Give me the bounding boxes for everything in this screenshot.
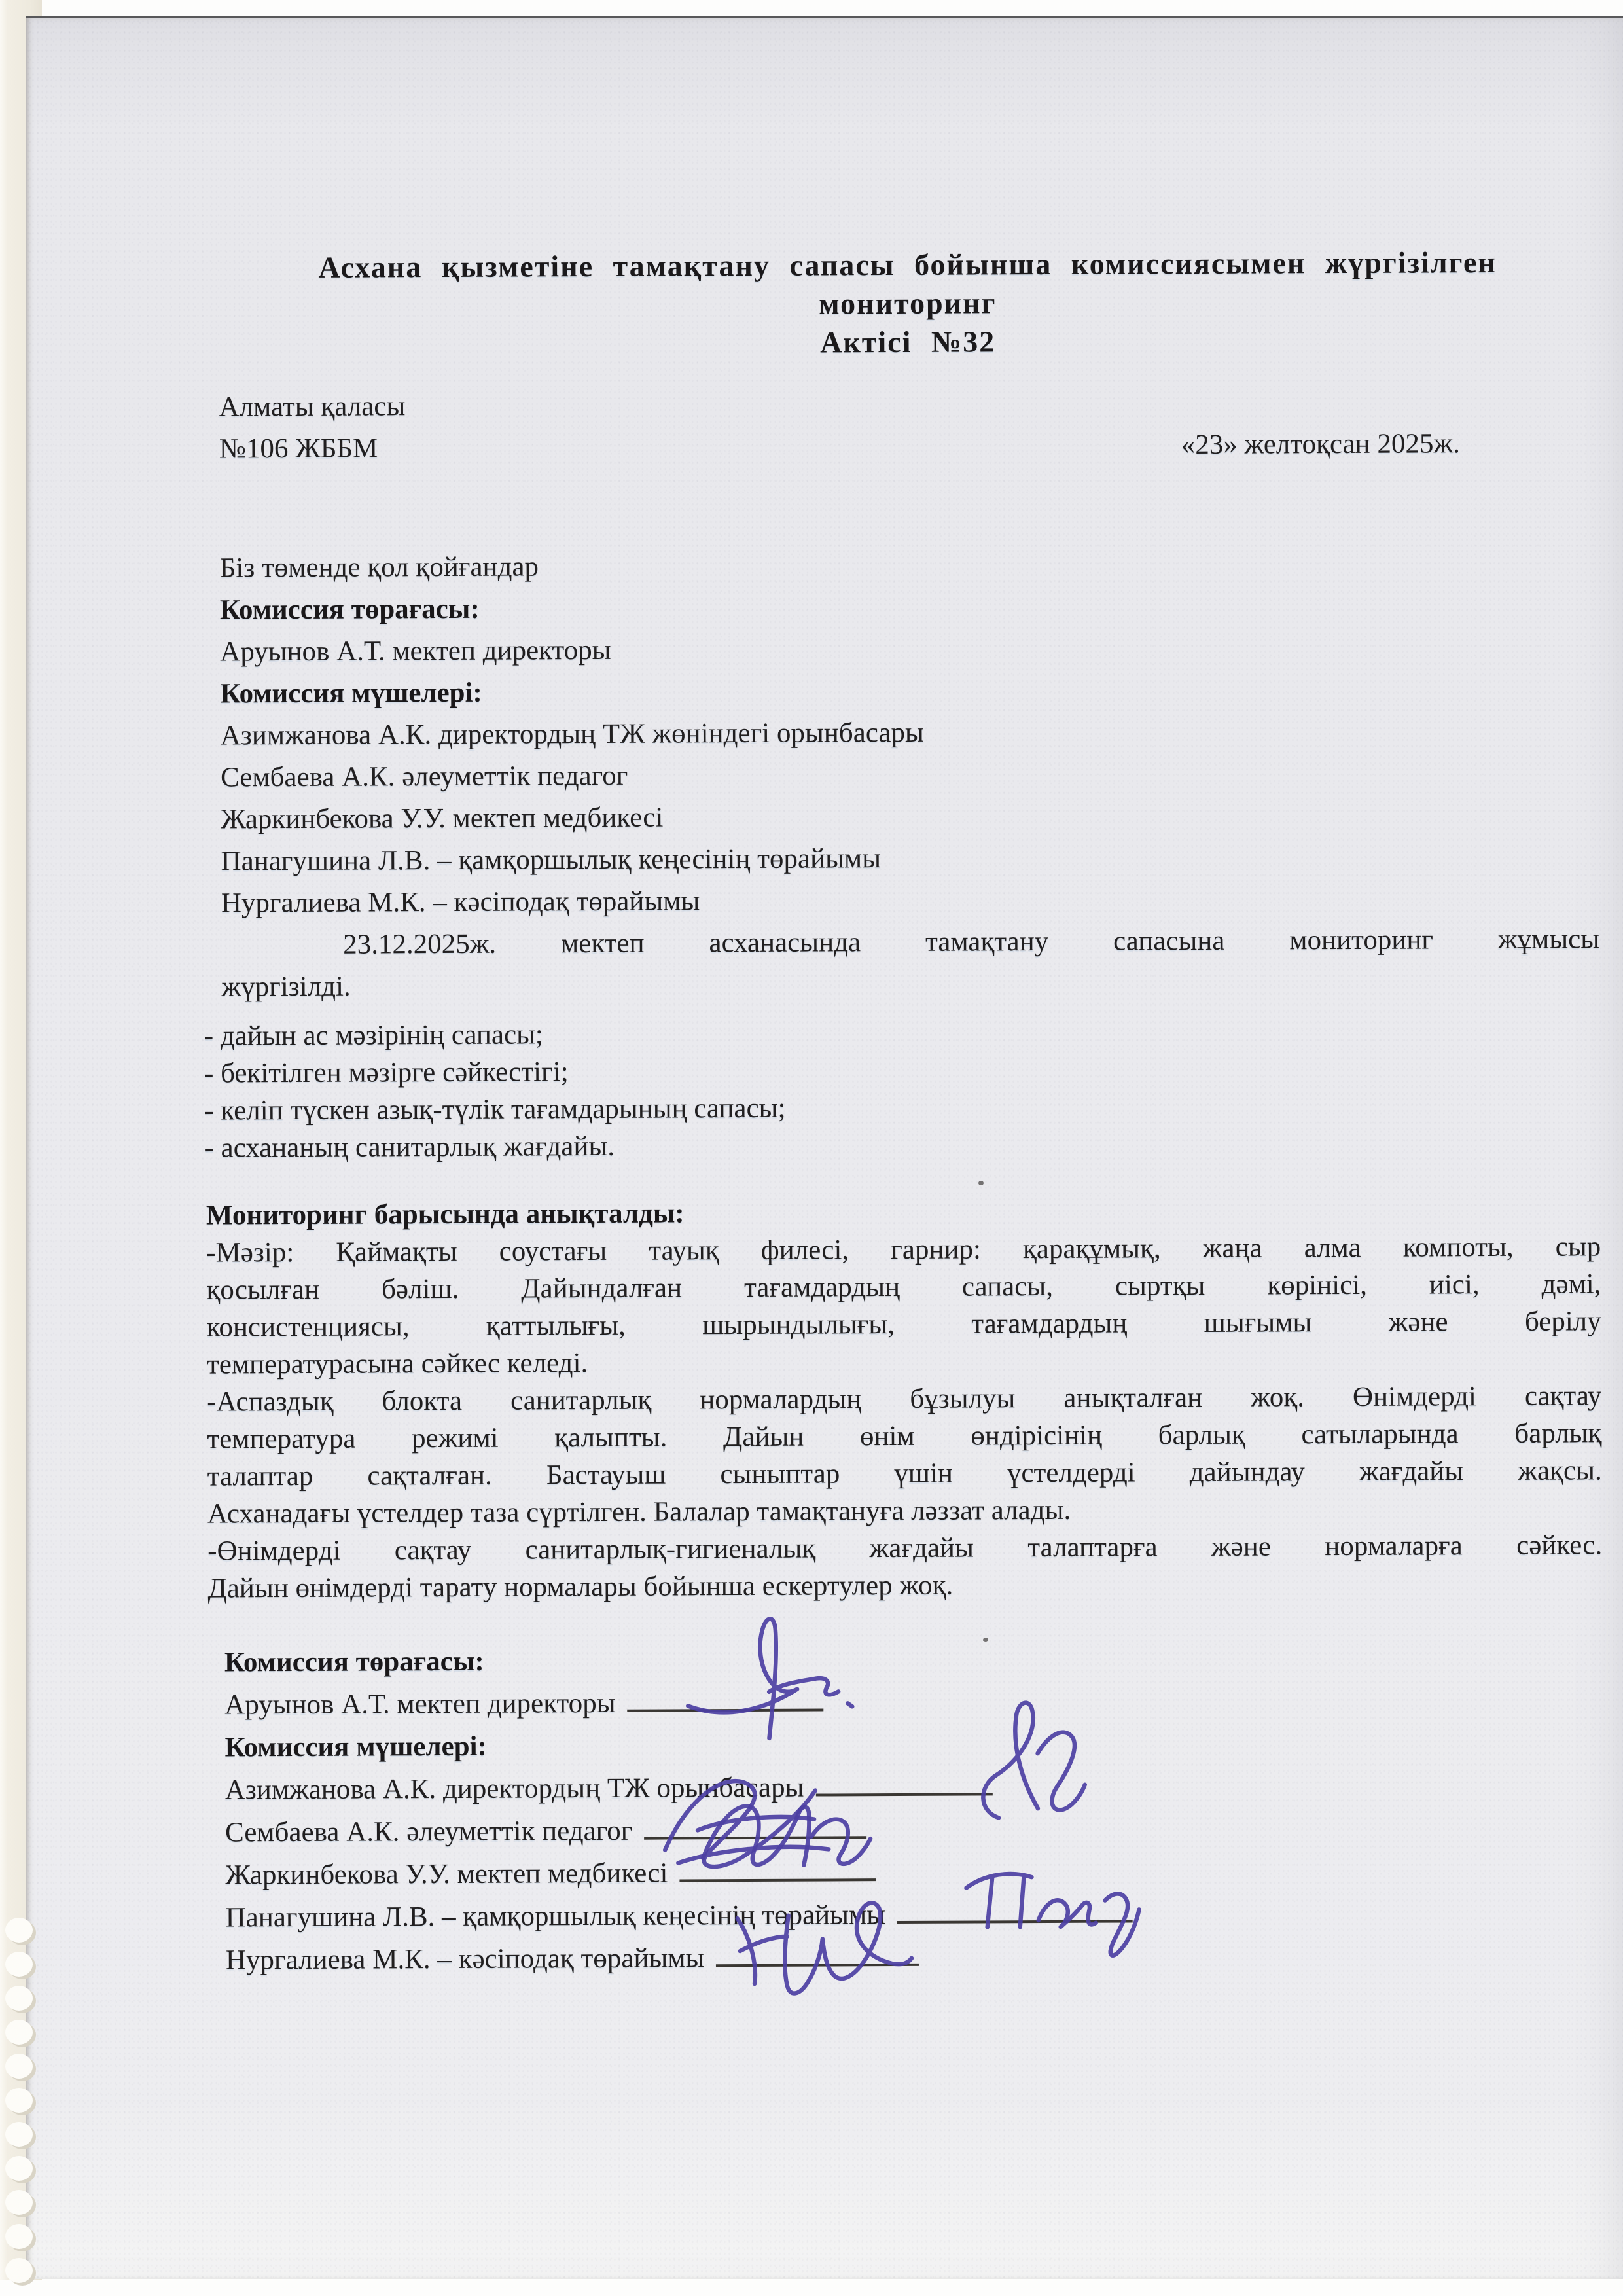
members-heading: Комиссия мүшелері: (220, 677, 482, 709)
signature-line (716, 1957, 919, 1967)
checklist-item: - келіп түскен азық-түлік тағамдарының сапасы; (204, 1092, 786, 1126)
intro-paragraph (221, 918, 1600, 1008)
spiral-binding-holes (1, 1916, 41, 2296)
findings-heading: Мониторинг барысында анықталды: (205, 1198, 685, 1231)
signature-label: Панагушина Л.В. – қамқоршылық кеңесінің төрайымы (225, 1899, 886, 1933)
findings-paragraph (206, 1228, 1601, 1383)
paper-sheet (26, 16, 1623, 2279)
ink-speck (978, 1181, 984, 1185)
signature-label: Жаркинбекова У.У. мектеп медбикесі (225, 1857, 668, 1891)
checklist-item: - асхананың санитарлық жағдайы. (204, 1130, 615, 1164)
document-date: «23» желтоқсан 2025ж. (1181, 428, 1460, 461)
checklist-item: - бекітілген мәзірге сәйкестігі; (204, 1056, 569, 1089)
title-line-2: мониторинг (819, 286, 997, 321)
document-title (217, 16, 1597, 364)
commission-roster (220, 583, 1599, 924)
school-date-row (219, 422, 1597, 470)
signature-chairman-heading: Комиссия төрағасы: (224, 1645, 484, 1678)
checklist (204, 1011, 1601, 1166)
chairman-heading: Комиссия төрағасы: (219, 593, 480, 626)
findings-line: -Аспаздық блокта санитарлық нормалардың бұзылуы анықталған жоқ. Өнімдерді сақтау (207, 1380, 1602, 1418)
document-header (219, 380, 1597, 470)
member-line: Панагушина Л.В. – қамқоршылық кеңесінің төрайымы (221, 843, 882, 877)
preamble: Біз төменде қол қойғандар (219, 551, 539, 584)
findings (206, 1228, 1602, 1607)
signature-label: Аруынов А.Т. мектеп директоры (224, 1687, 616, 1721)
signature-label: Сембаева А.К. әлеуметтік педагог (224, 1815, 633, 1848)
signature-line (644, 1829, 866, 1839)
signature-line (815, 1786, 992, 1796)
title-line-3: Актісі №32 (820, 325, 996, 359)
findings-paragraph (207, 1377, 1602, 1532)
findings-line: Асханадағы үстелдер таза сүртілген. Балалар тамақтануға ләззат алады. (207, 1494, 1071, 1530)
findings-line: температура режимі қалыпты. Дайын өнім өндірісінің барлық сатыларында барлық (207, 1418, 1602, 1455)
signature-row-member (225, 1763, 1603, 1811)
signature-line (679, 1872, 876, 1882)
findings-line: консистенциясы, қаттылығы, шырындылығы, тағамдардың шығымы және берілу (206, 1306, 1601, 1343)
intro-line: 23.12.2025ж. мектеп асханасында тамақтану сапасына мониторинг жұмысы (343, 924, 1600, 960)
ink-speck (983, 1638, 988, 1642)
signature-label: Азимжанова А.К. директордың ТЖ орынбасары (224, 1772, 804, 1806)
school-name: №106 ЖББМ (219, 433, 378, 465)
signature-row-member (226, 1890, 1604, 1939)
city-line: Алматы қаласы (219, 391, 406, 423)
findings-line: талаптар сақталған. Бастауыш сыныптар үшін үстелдерді дайындау жағдайы жақсы. (207, 1455, 1602, 1492)
signature-label: Нургалиева М.К. – кәсіподақ төрайымы (225, 1943, 705, 1976)
member-line: Азимжанова А.К. директордың ТЖ жөніндегі орынбасары (220, 717, 924, 751)
signature-members-heading: Комиссия мүшелері: (224, 1731, 487, 1763)
signature-row-member (225, 1848, 1603, 1896)
member-line: Жаркинбекова У.У. мектеп медбикесі (221, 802, 664, 835)
findings-paragraph (207, 1526, 1602, 1607)
signature-row-chairman (224, 1677, 1603, 1726)
findings-line: -Өнімдерді сақтау санитарлық-гигиеналық жағдайы талаптарға және нормаларға сәйкес. (207, 1530, 1603, 1567)
findings-line: -Мәзір: Қаймақты соустағы тауық филесі, гарнир: қарақұмық, жаңа алма компоты, сыр (206, 1231, 1601, 1268)
chairman-name: Аруынов А.Т. мектеп директоры (220, 634, 611, 668)
checklist-item: - дайын ас мәзірінің сапасы; (204, 1019, 544, 1052)
signature-row-member (226, 1933, 1604, 1981)
signature-line (897, 1913, 1133, 1924)
signature-section (224, 1635, 1604, 1981)
findings-line: температурасына сәйкес келеді. (206, 1348, 588, 1380)
findings-line: Дайын өнімдерді тарату нормалары бойынша ескертулер жоқ. (207, 1570, 954, 1604)
intro-line: жүргізілді. (221, 971, 351, 1003)
document-content (204, 16, 1604, 1981)
member-line: Сембаева А.К. әлеуметтік педагог (220, 760, 628, 793)
findings-line: қосылған бәліш. Дайындалған тағамдардың сапасы, сыртқы көрінісі, иісі, дәмі, (206, 1268, 1601, 1306)
signature-line (628, 1702, 824, 1712)
signature-row-member (225, 1805, 1603, 1854)
title-line-1: Асхана қызметіне тамақтану сапасы бойынша комиссиясымен жүргізілген (318, 245, 1497, 284)
member-line: Нургалиева М.К. – кәсіподақ төрайымы (221, 886, 700, 919)
